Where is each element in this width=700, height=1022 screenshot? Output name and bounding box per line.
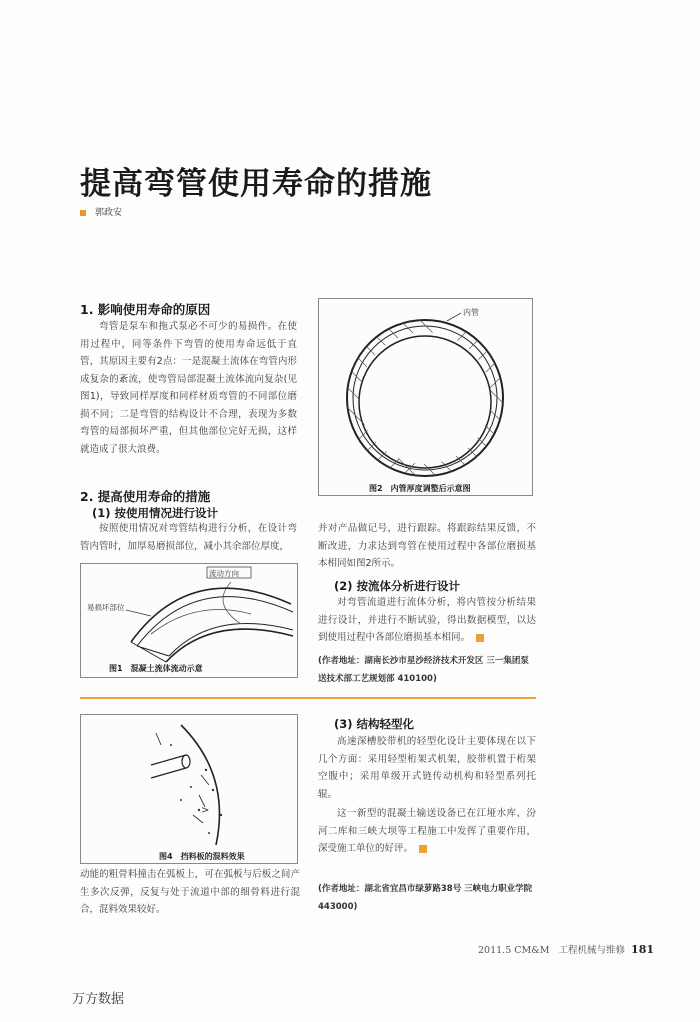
inner-pipe-wall — [359, 336, 491, 468]
middle-pipe-wall — [353, 326, 497, 470]
end-marker-icon — [476, 634, 484, 642]
page-footer — [478, 942, 654, 956]
label-wear-area: 易损坏部位 — [87, 603, 125, 612]
figure-4-baffle-diagram — [81, 715, 297, 850]
subsection1-heading: (1) 按使用情况进行设计 — [92, 506, 219, 520]
section-divider — [80, 697, 536, 699]
arc-plate — [181, 725, 219, 845]
label-inner-pipe: 内管 — [463, 308, 479, 317]
section2-heading: 2. 提高使用寿命的措施 — [80, 489, 211, 504]
author-name: 郭政安 — [95, 208, 123, 218]
subsection2-heading: (2) 按流体分析进行设计 — [334, 579, 461, 593]
section1-paragraph: 弯管是泵车和拖式泵必不可少的易损件。在使用过程中，同等条件下弯管的使用寿命远低于直管，其原因主要有2点：一是混凝土流体在弯管内形成复杂的紊流，使弯管局部混凝土流体流向复杂(见图1)，导致同样厚度和同样材质弯管的不同部位磨损不同；二是弯管的结构设计不合理，表现为多数弯管的局部损坏严重，但其他部位完好无损，这样就造成了很大浪费。 — [80, 321, 297, 455]
figure-1 — [80, 563, 298, 678]
figure-1-caption: 图1 混凝土流体流动示意 — [109, 664, 203, 673]
pipe-opening — [182, 755, 190, 768]
author-marker-icon — [80, 210, 86, 216]
subsection2-paragraph-block — [318, 594, 536, 647]
section3-heading: (3) 结构轻型化 — [334, 717, 415, 731]
section3-author-address: (作者地址：湖北省宜昌市绿萝路38号 三峡电力职业学院 443000) — [318, 884, 533, 912]
end-marker-icon-2 — [419, 845, 427, 853]
inner-elbow-liner — [169, 624, 293, 656]
section3-paragraph-2: 这一新型的混凝土输送设备已在江垭水库、汾河二库和三峡大坝等工程施工中发挥了重要作用，深受施工单位的好评。 — [318, 808, 536, 854]
inner-elbow-wall — [166, 629, 293, 662]
figure-4-caption: 图4 挡料板的混料效果 — [159, 852, 245, 861]
flow-line — [151, 610, 251, 635]
label-flow-direction: 流动方向 — [209, 569, 239, 578]
outer-pipe-wall — [347, 320, 503, 476]
subsection1-paragraph-right: 并对产品做记号，进行跟踪。将跟踪结果反馈，不断改进，力求达到弯管在使用过程中各部位磨损基本相同如图2所示。 — [318, 523, 536, 569]
footer-journal-abbr: CM&M — [514, 945, 550, 956]
flow-arrow-glyph-icon: > — [201, 805, 210, 816]
figure-4 — [80, 714, 298, 864]
outer-elbow-liner — [137, 597, 293, 646]
footer-issue: 2011.5 — [478, 945, 512, 956]
figure-1-elbow-diagram — [81, 564, 297, 677]
section3-paragraph-2-block — [318, 805, 536, 858]
section1-heading: 1. 影响使用寿命的原因 — [80, 302, 211, 317]
section3-paragraph-1: 高速深槽胶带机的轻型化设计主要体现在以下几个方面：采用轻型桁架式机架，胶带机置于桁架空腹中；采用单级开式链传动机构和轻型系列托辊。 — [318, 736, 536, 800]
figure-2-pipe-cross-section — [319, 299, 532, 495]
watermark: 万方数据 — [72, 992, 125, 1007]
subsection2-author-address: (作者地址：湖南长沙市星沙经济技术开发区 三一集团泵送技术部工艺规划部 410100) — [318, 656, 529, 684]
wear-leader-line — [126, 610, 151, 616]
page-number: 181 — [631, 943, 655, 956]
subsection2-paragraph: 对弯管流道进行流体分析，将内管按分析结果进行设计，并进行不断试验，得出数据模型，以达到使用过程中各部位磨损基本相同。 — [318, 597, 536, 643]
flange-lines — [131, 642, 169, 662]
feed-pipe — [151, 755, 186, 778]
footer-journal-name: 工程机械与维修 — [558, 945, 626, 956]
section3-fragment: 动能的粗骨料撞击在弧板上，可在弧板与后板之间产生多次反弹，反复与处于流道中部的细骨料进行混合，混料效果较好。 — [80, 869, 300, 915]
figure-2-caption: 图2 内管厚度调整后示意图 — [369, 484, 471, 493]
author-line — [80, 205, 122, 218]
figure-2 — [318, 298, 533, 496]
hatch-lines — [319, 299, 532, 495]
leader-line — [447, 313, 461, 321]
subsection1-paragraph-left: 按照使用情况对弯管结构进行分析，在设计弯管内管时，加厚易磨损部位，减小其余部位厚度， — [80, 523, 297, 552]
article-title: 提高弯管使用寿命的措施 — [80, 166, 432, 202]
